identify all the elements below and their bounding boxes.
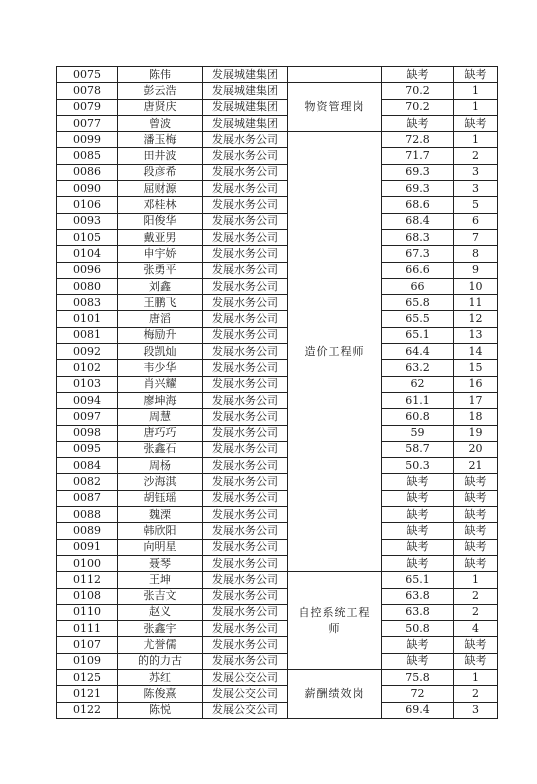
rank-cell: 缺考 (454, 523, 498, 539)
rank-cell: 1 (454, 572, 498, 588)
exam-number-cell: 0110 (57, 604, 118, 620)
score-cell: 65.1 (382, 572, 454, 588)
candidate-name-cell: 王坤 (118, 572, 203, 588)
score-cell: 66.6 (382, 262, 454, 278)
table-row (57, 360, 498, 376)
table-row (57, 181, 498, 197)
candidate-name-cell: 屈财源 (118, 181, 203, 197)
table-row (57, 311, 498, 327)
rank-cell: 缺考 (454, 653, 498, 669)
score-cell: 67.3 (382, 246, 454, 262)
employer-unit-cell: 发展水务公司 (203, 572, 288, 588)
exam-number-cell: 0121 (57, 686, 118, 702)
score-cell: 缺考 (382, 555, 454, 571)
rank-cell: 2 (454, 588, 498, 604)
employer-unit-cell: 发展公交公司 (203, 702, 288, 718)
exam-number-cell: 0084 (57, 458, 118, 474)
candidate-name-cell: 周杨 (118, 458, 203, 474)
score-cell: 68.4 (382, 213, 454, 229)
candidate-name-cell: 张鑫宇 (118, 621, 203, 637)
table-row (57, 246, 498, 262)
exam-number-cell: 0104 (57, 246, 118, 262)
rank-cell: 20 (454, 441, 498, 457)
exam-number-cell: 0075 (57, 67, 118, 83)
score-cell: 65.5 (382, 311, 454, 327)
exam-number-cell: 0089 (57, 523, 118, 539)
exam-number-cell: 0105 (57, 229, 118, 245)
rank-cell: 9 (454, 262, 498, 278)
rank-cell: 缺考 (454, 539, 498, 555)
score-cell: 64.4 (382, 344, 454, 360)
employer-unit-cell: 发展水务公司 (203, 588, 288, 604)
score-cell: 58.7 (382, 441, 454, 457)
exam-number-cell: 0087 (57, 490, 118, 506)
rank-cell: 12 (454, 311, 498, 327)
exam-number-cell: 0106 (57, 197, 118, 213)
employer-unit-cell: 发展水务公司 (203, 392, 288, 408)
candidate-name-cell: 田井波 (118, 148, 203, 164)
candidate-name-cell: 潘玉梅 (118, 132, 203, 148)
exam-number-cell: 0111 (57, 621, 118, 637)
score-cell: 71.7 (382, 148, 454, 164)
position-cell: 薪酬绩效岗 (288, 669, 382, 718)
rank-cell: 1 (454, 669, 498, 685)
score-cell: 缺考 (382, 539, 454, 555)
table-row (57, 213, 498, 229)
employer-unit-cell: 发展水务公司 (203, 555, 288, 571)
score-cell: 69.3 (382, 181, 454, 197)
candidate-name-cell: 唐滔 (118, 311, 203, 327)
employer-unit-cell: 发展水务公司 (203, 604, 288, 620)
exam-number-cell: 0079 (57, 99, 118, 115)
rank-cell: 缺考 (454, 474, 498, 490)
exam-number-cell: 0098 (57, 425, 118, 441)
exam-number-cell: 0103 (57, 376, 118, 392)
employer-unit-cell: 发展水务公司 (203, 278, 288, 294)
employer-unit-cell: 发展水务公司 (203, 441, 288, 457)
rank-cell: 19 (454, 425, 498, 441)
employer-unit-cell: 发展城建集团 (203, 99, 288, 115)
exam-number-cell: 0107 (57, 637, 118, 653)
employer-unit-cell: 发展水务公司 (203, 474, 288, 490)
candidate-name-cell: 彭云浩 (118, 83, 203, 99)
score-cell: 缺考 (382, 637, 454, 653)
employer-unit-cell: 发展水务公司 (203, 425, 288, 441)
rank-cell: 缺考 (454, 115, 498, 131)
employer-unit-cell: 发展水务公司 (203, 458, 288, 474)
position-cell: 物资管理岗 (288, 83, 382, 132)
rank-cell: 18 (454, 409, 498, 425)
position-cell: 造价工程师 (288, 132, 382, 572)
candidate-name-cell: 苏红 (118, 669, 203, 685)
table-row (57, 425, 498, 441)
rank-cell: 2 (454, 148, 498, 164)
table-row (57, 458, 498, 474)
exam-number-cell: 0093 (57, 213, 118, 229)
exam-number-cell: 0097 (57, 409, 118, 425)
table-row (57, 132, 498, 148)
candidate-name-cell: 肖兴耀 (118, 376, 203, 392)
employer-unit-cell: 发展水务公司 (203, 507, 288, 523)
candidate-name-cell: 邓桂林 (118, 197, 203, 213)
score-cell: 缺考 (382, 474, 454, 490)
exam-number-cell: 0088 (57, 507, 118, 523)
exam-number-cell: 0095 (57, 441, 118, 457)
candidate-name-cell: 曾波 (118, 115, 203, 131)
employer-unit-cell: 发展水务公司 (203, 181, 288, 197)
table-row (57, 197, 498, 213)
table-row (57, 262, 498, 278)
score-cell: 缺考 (382, 523, 454, 539)
candidate-name-cell: 陈俊熹 (118, 686, 203, 702)
rank-cell: 1 (454, 132, 498, 148)
employer-unit-cell: 发展水务公司 (203, 344, 288, 360)
candidate-name-cell: 刘鑫 (118, 278, 203, 294)
table-row (57, 67, 498, 83)
exam-number-cell: 0112 (57, 572, 118, 588)
exam-number-cell: 0109 (57, 653, 118, 669)
employer-unit-cell: 发展水务公司 (203, 490, 288, 506)
candidate-name-cell: 陈悦 (118, 702, 203, 718)
table-row (57, 669, 498, 685)
employer-unit-cell: 发展水务公司 (203, 262, 288, 278)
rank-cell: 4 (454, 621, 498, 637)
candidate-name-cell: 尤誉儒 (118, 637, 203, 653)
table-row (57, 588, 498, 604)
score-cell: 61.1 (382, 392, 454, 408)
table-row (57, 555, 498, 571)
score-cell: 66 (382, 278, 454, 294)
employer-unit-cell: 发展水务公司 (203, 653, 288, 669)
table-row (57, 572, 498, 588)
candidate-name-cell: 聂琴 (118, 555, 203, 571)
score-cell: 缺考 (382, 115, 454, 131)
exam-number-cell: 0096 (57, 262, 118, 278)
table-row (57, 490, 498, 506)
employer-unit-cell: 发展水务公司 (203, 213, 288, 229)
score-cell: 69.4 (382, 702, 454, 718)
rank-cell: 13 (454, 327, 498, 343)
employer-unit-cell: 发展水务公司 (203, 197, 288, 213)
employer-unit-cell: 发展水务公司 (203, 360, 288, 376)
score-cell: 72.8 (382, 132, 454, 148)
candidate-name-cell: 阳俊华 (118, 213, 203, 229)
employer-unit-cell: 发展水务公司 (203, 327, 288, 343)
employer-unit-cell: 发展水务公司 (203, 311, 288, 327)
rank-cell: 2 (454, 604, 498, 620)
exam-number-cell: 0122 (57, 702, 118, 718)
table-row (57, 409, 498, 425)
candidate-name-cell: 赵义 (118, 604, 203, 620)
candidate-name-cell: 戴亚男 (118, 229, 203, 245)
rank-cell: 21 (454, 458, 498, 474)
table-row (57, 344, 498, 360)
table-row (57, 327, 498, 343)
exam-number-cell: 0085 (57, 148, 118, 164)
position-cell: 自控系统工程师 (288, 572, 382, 670)
table-row (57, 115, 498, 131)
exam-number-cell: 0077 (57, 115, 118, 131)
score-table-body (57, 67, 498, 719)
score-cell: 63.8 (382, 588, 454, 604)
employer-unit-cell: 发展水务公司 (203, 523, 288, 539)
rank-cell: 15 (454, 360, 498, 376)
exam-number-cell: 0086 (57, 164, 118, 180)
candidate-name-cell: 的的力古 (118, 653, 203, 669)
employer-unit-cell: 发展水务公司 (203, 409, 288, 425)
score-cell: 69.3 (382, 164, 454, 180)
rank-cell: 8 (454, 246, 498, 262)
exam-number-cell: 0081 (57, 327, 118, 343)
candidate-name-cell: 段凯灿 (118, 344, 203, 360)
table-row (57, 99, 498, 115)
table-row (57, 637, 498, 653)
exam-number-cell: 0092 (57, 344, 118, 360)
exam-number-cell: 0094 (57, 392, 118, 408)
employer-unit-cell: 发展水务公司 (203, 164, 288, 180)
table-row (57, 148, 498, 164)
score-cell: 68.6 (382, 197, 454, 213)
employer-unit-cell: 发展公交公司 (203, 669, 288, 685)
score-cell: 60.8 (382, 409, 454, 425)
rank-cell: 2 (454, 686, 498, 702)
score-table-container (56, 66, 498, 719)
candidate-name-cell: 王鹏飞 (118, 295, 203, 311)
rank-cell: 14 (454, 344, 498, 360)
rank-cell: 缺考 (454, 507, 498, 523)
candidate-name-cell: 向明星 (118, 539, 203, 555)
exam-number-cell: 0100 (57, 555, 118, 571)
rank-cell: 5 (454, 197, 498, 213)
candidate-name-cell: 沙海淇 (118, 474, 203, 490)
employer-unit-cell: 发展水务公司 (203, 229, 288, 245)
score-cell: 缺考 (382, 507, 454, 523)
score-cell: 63.8 (382, 604, 454, 620)
candidate-name-cell: 唐贤庆 (118, 99, 203, 115)
exam-number-cell: 0083 (57, 295, 118, 311)
score-cell: 59 (382, 425, 454, 441)
exam-number-cell: 0102 (57, 360, 118, 376)
rank-cell: 3 (454, 164, 498, 180)
score-cell: 70.2 (382, 83, 454, 99)
rank-cell: 1 (454, 99, 498, 115)
employer-unit-cell: 发展城建集团 (203, 115, 288, 131)
table-row (57, 392, 498, 408)
employer-unit-cell: 发展水务公司 (203, 132, 288, 148)
employer-unit-cell: 发展水务公司 (203, 376, 288, 392)
table-row (57, 523, 498, 539)
employer-unit-cell: 发展公交公司 (203, 686, 288, 702)
table-row (57, 83, 498, 99)
candidate-name-cell: 梅励升 (118, 327, 203, 343)
candidate-name-cell: 陈伟 (118, 67, 203, 83)
exam-number-cell: 0099 (57, 132, 118, 148)
table-row (57, 702, 498, 718)
score-cell: 缺考 (382, 67, 454, 83)
score-cell: 68.3 (382, 229, 454, 245)
exam-number-cell: 0125 (57, 669, 118, 685)
rank-cell: 缺考 (454, 490, 498, 506)
rank-cell: 11 (454, 295, 498, 311)
candidate-name-cell: 廖坤海 (118, 392, 203, 408)
score-cell: 63.2 (382, 360, 454, 376)
position-cell (288, 67, 382, 83)
rank-cell: 6 (454, 213, 498, 229)
exam-number-cell: 0091 (57, 539, 118, 555)
rank-cell: 3 (454, 702, 498, 718)
table-row (57, 621, 498, 637)
table-row (57, 376, 498, 392)
candidate-name-cell: 申宇娇 (118, 246, 203, 262)
rank-cell: 3 (454, 181, 498, 197)
rank-cell: 1 (454, 83, 498, 99)
table-row (57, 278, 498, 294)
exam-number-cell: 0082 (57, 474, 118, 490)
score-cell: 50.8 (382, 621, 454, 637)
table-row (57, 507, 498, 523)
rank-cell: 17 (454, 392, 498, 408)
exam-number-cell: 0078 (57, 83, 118, 99)
employer-unit-cell: 发展水务公司 (203, 148, 288, 164)
candidate-name-cell: 唐巧巧 (118, 425, 203, 441)
score-table (56, 66, 498, 719)
score-cell: 缺考 (382, 653, 454, 669)
score-cell: 70.2 (382, 99, 454, 115)
score-cell: 缺考 (382, 490, 454, 506)
exam-number-cell: 0108 (57, 588, 118, 604)
employer-unit-cell: 发展水务公司 (203, 637, 288, 653)
employer-unit-cell: 发展水务公司 (203, 539, 288, 555)
candidate-name-cell: 段彦希 (118, 164, 203, 180)
score-cell: 75.8 (382, 669, 454, 685)
table-row (57, 604, 498, 620)
employer-unit-cell: 发展水务公司 (203, 295, 288, 311)
candidate-name-cell: 张鑫石 (118, 441, 203, 457)
table-row (57, 653, 498, 669)
rank-cell: 缺考 (454, 637, 498, 653)
candidate-name-cell: 张勇平 (118, 262, 203, 278)
candidate-name-cell: 张吉文 (118, 588, 203, 604)
score-cell: 50.3 (382, 458, 454, 474)
table-row (57, 441, 498, 457)
table-row (57, 295, 498, 311)
candidate-name-cell: 魏溧 (118, 507, 203, 523)
candidate-name-cell: 韦少华 (118, 360, 203, 376)
employer-unit-cell: 发展水务公司 (203, 246, 288, 262)
score-cell: 62 (382, 376, 454, 392)
candidate-name-cell: 韩欣阳 (118, 523, 203, 539)
table-row (57, 229, 498, 245)
exam-number-cell: 0080 (57, 278, 118, 294)
candidate-name-cell: 胡钰瑶 (118, 490, 203, 506)
table-row (57, 164, 498, 180)
employer-unit-cell: 发展城建集团 (203, 67, 288, 83)
table-row (57, 474, 498, 490)
score-cell: 72 (382, 686, 454, 702)
rank-cell: 7 (454, 229, 498, 245)
employer-unit-cell: 发展水务公司 (203, 621, 288, 637)
exam-number-cell: 0101 (57, 311, 118, 327)
exam-number-cell: 0090 (57, 181, 118, 197)
table-row (57, 539, 498, 555)
candidate-name-cell: 周慧 (118, 409, 203, 425)
table-row (57, 686, 498, 702)
score-cell: 65.8 (382, 295, 454, 311)
score-cell: 65.1 (382, 327, 454, 343)
rank-cell: 16 (454, 376, 498, 392)
employer-unit-cell: 发展城建集团 (203, 83, 288, 99)
rank-cell: 缺考 (454, 555, 498, 571)
rank-cell: 缺考 (454, 67, 498, 83)
rank-cell: 10 (454, 278, 498, 294)
